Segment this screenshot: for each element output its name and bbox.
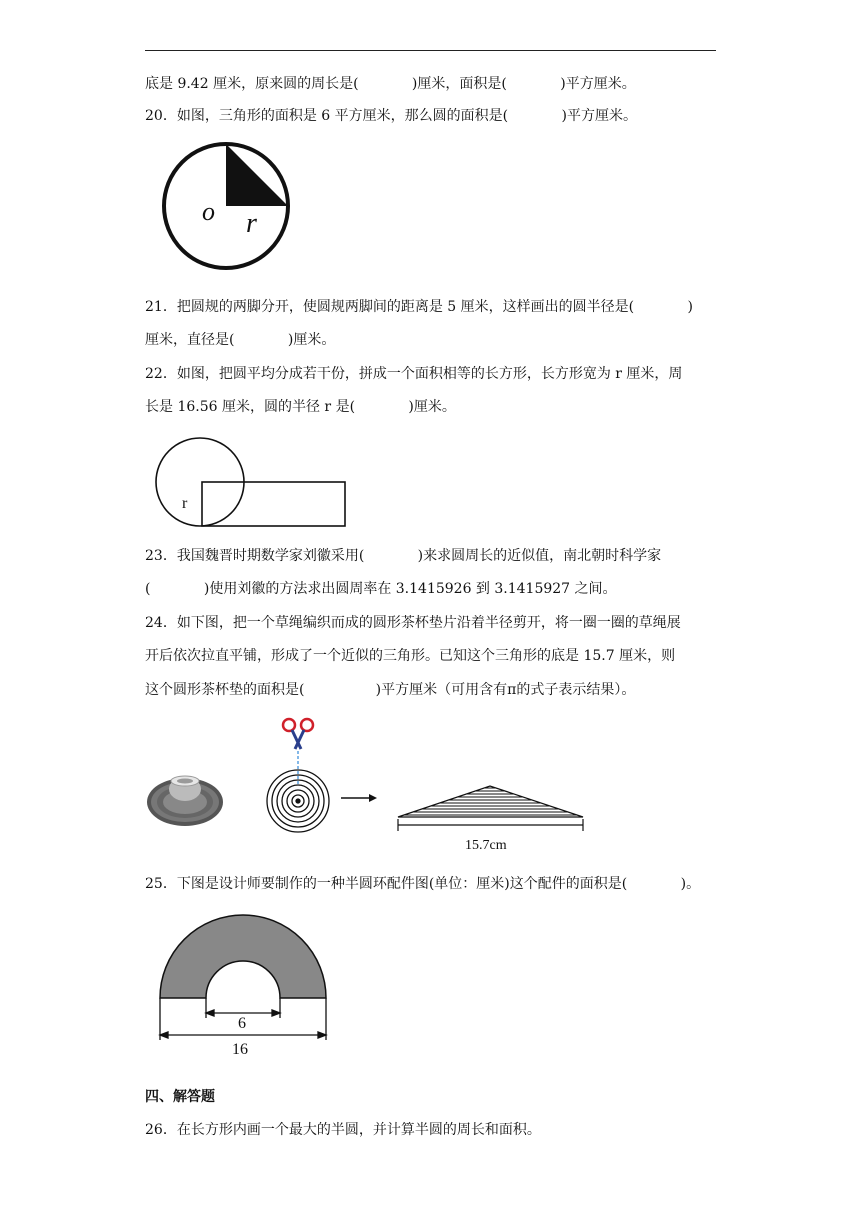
header-rule [145,50,716,51]
question-20: 20．如图，三角形的面积是 6 平方厘米，那么圆的面积是( )平方厘米。 [145,108,637,124]
striped-triangle [398,786,583,817]
question-26: 26．在长方形内画一个最大的半圆，并计算半圆的周长和面积。 [145,1122,541,1138]
semi-annulus-shape [160,915,326,998]
question-21-b: 厘米，直径是( )厘米。 [145,332,336,348]
base-label: 15.7cm [465,838,507,853]
question-24-a: 24．如下图，把一个草绳编织而成的圆形茶杯垫片沿着半径剪开，将一圈一圈的草绳展 [145,615,681,631]
question-25: 25．下图是设计师要制作的一种半圆环配件图(单位：厘米)这个配件的面积是( )。 [145,876,701,892]
question-24-b: 开后依次拉直平铺，形成了一个近似的三角形。已知这个三角形的底是 15.7 厘米，则 [145,648,676,664]
figure-22-circle-rectangle [152,436,352,532]
label-r: r [246,208,257,239]
question-21-a: 21．把圆规的两脚分开，使圆规两脚间的距离是 5 厘米，这样画出的圆半径是( ) [145,299,693,315]
question-24-c: 这个圆形茶杯垫的面积是( )平方厘米（可用含有π的式子表示结果）。 [145,682,636,698]
figure-20-circle-triangle [160,136,300,276]
figure-24-coaster [145,715,595,860]
question-23-b: ( )使用刘徽的方法求出圆周率在 3.1415926 到 3.1415927 之间。 [145,581,617,597]
figure-25-semi-annulus [152,908,332,1060]
label-r: r [182,495,188,512]
q19-continuation: 底是 9.42 厘米，原来圆的周长是( )厘米，面积是( )平方厘米。 [145,76,636,92]
concentric-circles [267,770,329,832]
inner-label: 6 [238,1015,246,1032]
section-heading-4: 四、解答题 [145,1089,215,1105]
question-22-b: 长是 16.56 厘米，圆的半径 r 是( )厘米。 [145,399,456,415]
outer-label: 16 [232,1041,248,1058]
arrow-right-icon [341,794,377,802]
label-o: o [202,197,215,226]
coaster-photo [147,776,223,826]
base-dimension [398,819,583,831]
question-22-a: 22．如图，把圆平均分成若干份，拼成一个面积相等的长方形，长方形宽为 r 厘米，周 [145,366,683,382]
question-23-a: 23．我国魏晋时期数学家刘徽采用( )来求圆周长的近似值，南北朝时科学家 [145,548,662,564]
